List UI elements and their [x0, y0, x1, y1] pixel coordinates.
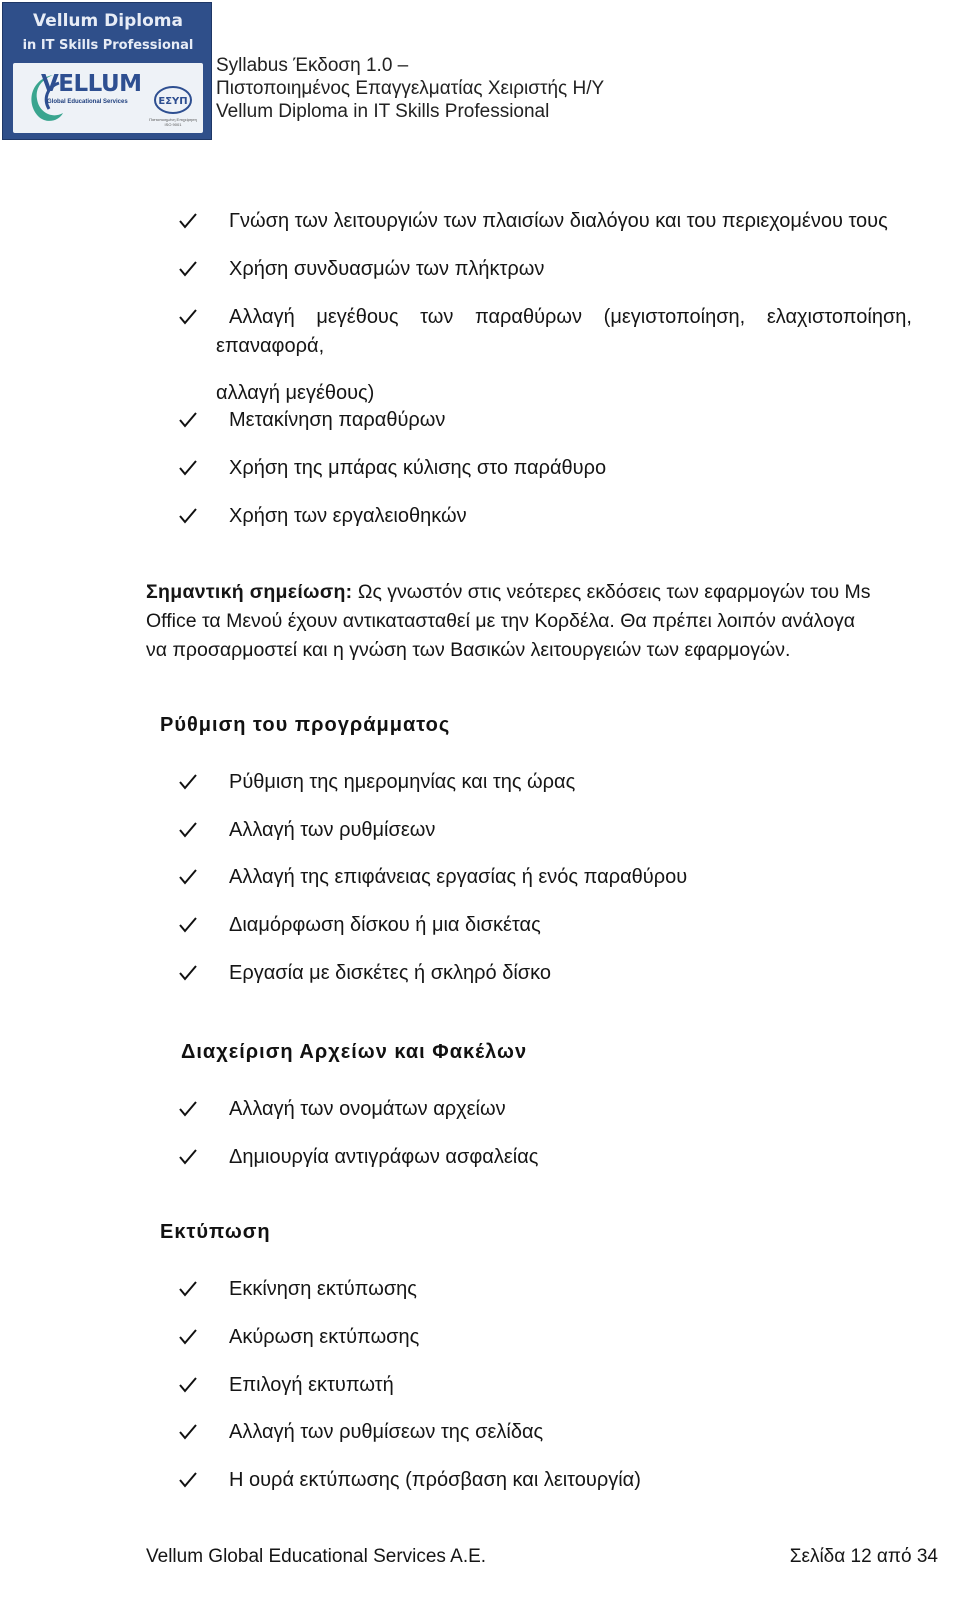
list-item-label: Χρήση της μπάρας κύλισης στο παράθυρο	[229, 457, 607, 479]
seal-caption: Πιστοποιημένη Επιχείρηση ISO 9001	[149, 117, 197, 127]
note-text: Ως γνωστόν στις νεότερες εκδόσεις των εφαρμογών του Ms	[357, 581, 871, 603]
checkmark-icon	[178, 916, 198, 934]
list-item-continuation: αλλαγή μεγέθους)	[216, 382, 375, 404]
logo-brand: VELLUM	[41, 71, 142, 97]
list-item	[0, 960, 960, 990]
section-title-settings: Ρύθμιση του προγράμματος	[160, 714, 451, 736]
list-item-label: Επιλογή εκτυπωτή	[229, 1374, 394, 1396]
list-item	[0, 1467, 960, 1497]
list-item-label: Μετακίνηση παραθύρων	[229, 409, 446, 431]
checkmark-icon	[178, 308, 198, 326]
list-item-label: Αλλαγή μεγέθους των παραθύρων (μεγιστοποίηση, ελαχιστοποίηση,	[229, 306, 912, 328]
checkmark-icon	[178, 507, 198, 525]
list-item-label: Ρύθμιση της ημερομηνίας και της ώρας	[229, 771, 576, 793]
list-item	[0, 256, 960, 286]
list-item	[0, 864, 960, 894]
checkmark-icon	[178, 212, 198, 230]
note-line	[146, 578, 928, 607]
logo-subtitle: in IT Skills Professional	[22, 38, 194, 53]
footer-page-number: Σελίδα 12 από 34	[789, 1546, 938, 1567]
section-title-printing: Εκτύπωση	[160, 1221, 271, 1243]
checkmark-icon	[178, 1471, 198, 1489]
checkmark-icon	[178, 1423, 198, 1441]
checkmark-icon	[178, 1148, 198, 1166]
list-item	[0, 503, 960, 533]
vellum-logo	[2, 2, 212, 140]
list-item-label: Αλλαγή των ρυθμίσεων	[229, 819, 436, 841]
list-item-label: Εργασία με δισκέτες ή σκληρό δίσκο	[229, 962, 552, 984]
esyp-seal-icon	[153, 85, 193, 115]
svg-text:ΕΣΥΠ: ΕΣΥΠ	[158, 96, 188, 107]
list-item	[0, 912, 960, 942]
logo-brand-subtitle: Global Educational Services	[47, 99, 128, 105]
checkmark-icon	[178, 964, 198, 982]
list-item	[0, 208, 960, 238]
checkmark-icon	[178, 1328, 198, 1346]
footer-company: Vellum Global Educational Services A.E.	[146, 1546, 487, 1567]
list-item	[0, 817, 960, 847]
list-item	[0, 455, 960, 485]
checkmark-icon	[178, 1280, 198, 1298]
logo-panel	[13, 63, 203, 133]
list-item-label: Χρήση των εργαλειοθηκών	[229, 505, 467, 527]
list-item-label: Αλλαγή των ονομάτων αρχείων	[229, 1098, 506, 1120]
checkmark-icon	[178, 1376, 198, 1394]
checkmark-icon	[178, 411, 198, 429]
list-item	[0, 407, 960, 437]
note-label: Σημαντική σημείωση:	[146, 581, 353, 603]
list-item	[0, 1372, 960, 1402]
document-header	[216, 54, 604, 123]
checkmark-icon	[178, 260, 198, 278]
note-line: να προσαρμοστεί και η γνώση των Βασικών λειτουργειών των εφαρμογών.	[146, 639, 791, 661]
list-item-label: Χρήση συνδυασμών των πλήκτρων	[229, 258, 545, 280]
logo-title: Vellum Diploma	[33, 11, 183, 31]
checkmark-icon	[178, 821, 198, 839]
list-item	[0, 1144, 960, 1174]
list-item	[0, 1419, 960, 1449]
note-line: Office τα Μενού έχουν αντικατασταθεί με την Κορδέλα. Θα πρέπει λοιπόν ανάλογα	[146, 610, 855, 632]
checkmark-icon	[178, 1100, 198, 1118]
list-item-label: Εκκίνηση εκτύπωσης	[229, 1278, 417, 1300]
list-item-label: Η ουρά εκτύπωσης (πρόσβαση και λειτουργία)	[229, 1469, 641, 1491]
certification-title: Πιστοποιημένος Επαγγελματίας Χειριστής Η/Υ	[216, 78, 605, 99]
diploma-title: Vellum Diploma in IT Skills Professional	[216, 101, 550, 122]
syllabus-version: Syllabus Έκδοση 1.0 –	[216, 55, 409, 76]
list-item-label: Αλλαγή της επιφάνειας εργασίας ή ενός παραθύρου	[229, 866, 688, 888]
section-title-files: Διαχείριση Αρχείων και Φακέλων	[181, 1041, 528, 1063]
list-item-label: Δημιουργία αντιγράφων ασφαλείας	[229, 1146, 539, 1168]
list-item	[0, 1276, 960, 1306]
list-item	[0, 1324, 960, 1354]
checkmark-icon	[178, 459, 198, 477]
list-item	[0, 304, 960, 334]
list-item	[0, 1096, 960, 1126]
list-item-label: Γνώση των λειτουργιών των πλαισίων διαλόγου και του περιεχομένου τους	[229, 210, 888, 232]
list-item-label: Αλλαγή των ρυθμίσεων της σελίδας	[229, 1421, 544, 1443]
list-item-label: Διαμόρφωση δίσκου ή μια δισκέτας	[229, 914, 541, 936]
important-note	[146, 578, 928, 665]
list-item-label: Ακύρωση εκτύπωσης	[229, 1326, 420, 1348]
list-item-continuation: επαναφορά,	[216, 335, 325, 357]
checkmark-icon	[178, 773, 198, 791]
checkmark-icon	[178, 868, 198, 886]
list-item	[0, 769, 960, 799]
